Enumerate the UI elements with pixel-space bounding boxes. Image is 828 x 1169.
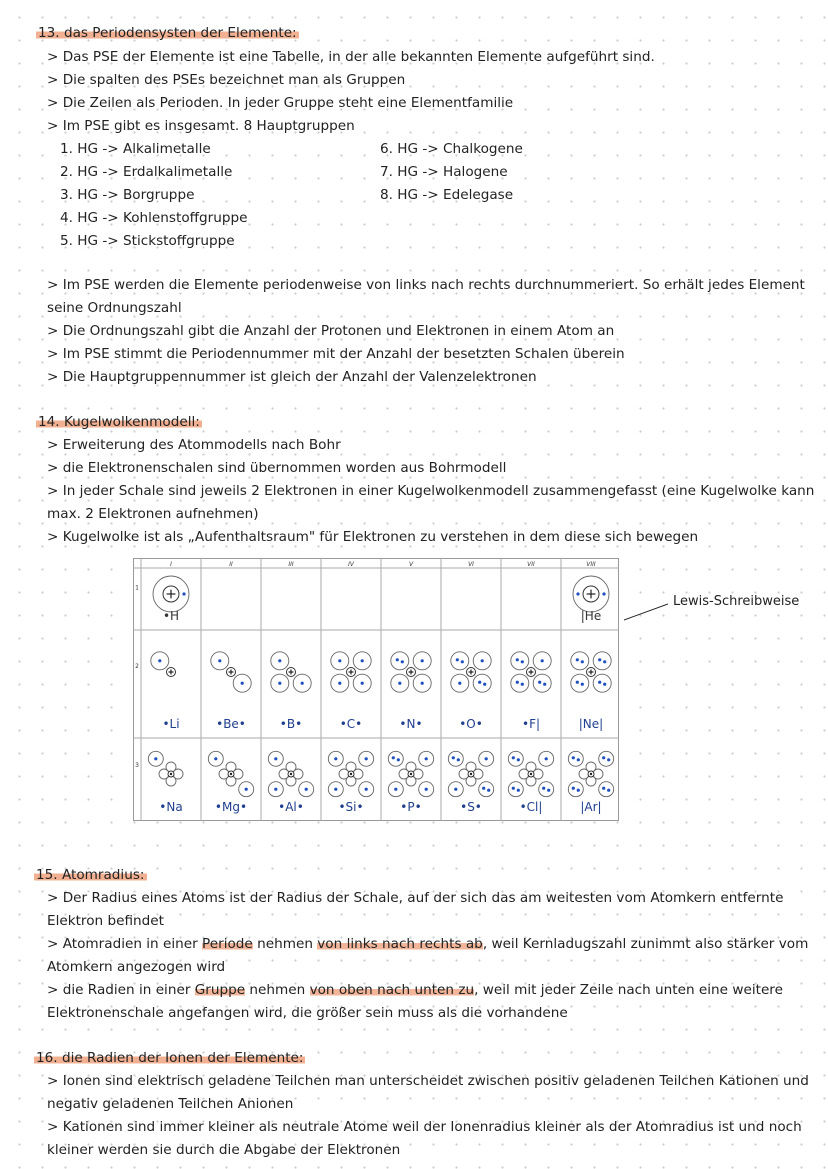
electron-dot (425, 757, 428, 760)
electron-dot (338, 682, 341, 685)
group-label: IV (348, 561, 354, 568)
electron-dot (154, 757, 157, 760)
period-label: 1 (135, 584, 139, 592)
heading-15: 15. Atomradius: (36, 867, 145, 883)
lewis-symbol: •F| (521, 717, 541, 731)
electron-dot (577, 758, 580, 761)
s14-bullet-2: > die Elektronenschalen sind übernommen worden aus Bohrmodell (47, 460, 507, 476)
s13-bullet-7: > Im PSE stimmt die Periodennummer mit der Anzahl der besetzten Schalen überein (47, 346, 625, 362)
s16-bullet-2: > Kationen sind immer kleiner als neutrale Atome weil der Ionenradius kleiner als der Atomradius ist und noch (47, 1119, 802, 1135)
electron-dot (521, 683, 524, 686)
electron-dot (481, 659, 484, 662)
core-center (470, 773, 472, 775)
s14-bullet-4: > Kugelwolke ist als „Aufenthaltsraum" für Elektronen zu verstehen in dem diese sich bewegen (47, 529, 699, 545)
electron-dot (182, 592, 185, 595)
lewis-symbol: •H (162, 609, 180, 623)
lewis-symbol: •C• (339, 717, 363, 731)
electron-dot (516, 681, 519, 684)
electron-dot (572, 787, 575, 790)
electron-dot (365, 757, 368, 760)
lewis-pointer-line (624, 600, 668, 622)
electron-dot (607, 758, 610, 761)
s15-bullet-3: > die Radien in einer Gruppe nehmen von oben nach unten zu, weil mit jeder Zeile nach unten eine weitere (47, 982, 783, 998)
s13-bullet-6: > Die Ordnungszahl gibt die Anzahl der Protonen und Elektronen in einem Atom an (47, 323, 615, 339)
s15-bullet-1: > Der Radius eines Atoms ist der Radius der Schale, auf der sich das am weitesten vom Atomkern entfernte (47, 890, 784, 906)
core-center (230, 773, 232, 775)
period-label: 2 (135, 662, 139, 670)
electron-dot (542, 787, 545, 790)
s13-bullet-1: > Das PSE der Elemente ist eine Tabelle, in der alle bekannten Elemente aufgeführt sind. (47, 49, 655, 65)
s13-bullet-5-cont: seine Ordnungszahl (47, 300, 182, 316)
s13-bullet-2: > Die spalten des PSEs bezeichnet man als Gruppen (47, 72, 406, 88)
electron-dot (396, 658, 399, 661)
electron-dot (517, 789, 520, 792)
electron-dot (581, 683, 584, 686)
electron-dot (521, 660, 524, 663)
electron-dot (517, 758, 520, 761)
electron-dot (334, 788, 337, 791)
lewis-label: Lewis-Schreibweise (673, 594, 800, 609)
s16-bullet-1: > Ionen sind elektrisch geladene Teilchen man unterscheidet zwischen positiv geladenen Teilchen Kationen und (47, 1073, 809, 1089)
lewis-symbol: |He (580, 609, 602, 623)
hg-2: 2. HG -> Erdalkalimetalle (60, 164, 233, 180)
group-label: V (408, 561, 414, 568)
electron-dot (218, 659, 221, 662)
hg-8: 8. HG -> Edelegase (380, 187, 514, 203)
electron-dot (516, 658, 519, 661)
heading-16: 16. die Radien der Ionen der Elemente: (36, 1050, 304, 1066)
group-label: II (229, 561, 233, 568)
electron-dot (512, 756, 515, 759)
electron-dot (361, 682, 364, 685)
electron-dot (577, 789, 580, 792)
lewis-symbol: •B• (279, 717, 303, 731)
lewis-symbol: •Mg• (214, 800, 248, 814)
electron-dot (602, 592, 605, 595)
s15-bullet-2-cont: Atomkern angezogen wird (47, 959, 226, 975)
lewis-symbol: •Na (159, 800, 183, 814)
electron-dot (274, 788, 277, 791)
electron-dot (487, 789, 490, 792)
electron-dot (454, 788, 457, 791)
electron-dot (392, 756, 395, 759)
electron-dot (158, 659, 161, 662)
lewis-symbol: •N• (399, 717, 423, 731)
s13-bullet-4: > Im PSE gibt es insgesamt. 8 Hauptgruppen (47, 118, 355, 134)
group-label: VII (527, 561, 535, 568)
core-center (410, 773, 412, 775)
s15-bullet-2: > Atomradien in einer Periode nehmen von links nach rechts ab, weil Kernladugszahl zunimmt also stärker vom (47, 936, 809, 952)
electron-dot (607, 789, 610, 792)
electron-dot (398, 682, 401, 685)
electron-dot (576, 658, 579, 661)
electron-dot (543, 683, 546, 686)
electron-dot (602, 756, 605, 759)
s13-bullet-8: > Die Hauptgruppennummer ist gleich der Anzahl der Valenzelektronen (47, 369, 537, 385)
core-center (170, 773, 172, 775)
electron-dot (576, 681, 579, 684)
electron-dot (457, 758, 460, 761)
group-label: VIII (586, 561, 596, 568)
electron-dot (603, 683, 606, 686)
lewis-symbol: |Ne| (578, 717, 604, 731)
electron-dot (602, 787, 605, 790)
electron-dot (478, 681, 481, 684)
lewis-symbol: •Cl| (519, 800, 543, 814)
electron-dot (334, 757, 337, 760)
electron-dot (581, 660, 584, 663)
electron-dot (245, 788, 248, 791)
pse-frame (134, 559, 619, 821)
electron-dot (278, 659, 281, 662)
electron-dot (338, 659, 341, 662)
electron-dot (361, 659, 364, 662)
electron-dot (425, 788, 428, 791)
core-center (530, 773, 532, 775)
electron-dot (485, 757, 488, 760)
electron-dot (452, 756, 455, 759)
electron-dot (456, 658, 459, 661)
electron-dot (572, 756, 575, 759)
hg-6: 6. HG -> Chalkogene (380, 141, 523, 157)
lewis-symbol: |Ar| (580, 800, 602, 814)
electron-dot (397, 758, 400, 761)
electron-dot (241, 682, 244, 685)
group-label: III (288, 561, 294, 568)
electron-dot (278, 682, 281, 685)
hg-3: 3. HG -> Borgruppe (60, 187, 195, 203)
electron-dot (538, 681, 541, 684)
lewis-symbol: •P• (400, 800, 422, 814)
kugelwolken-pse-figure (133, 558, 619, 821)
electron-dot (547, 789, 550, 792)
lewis-symbol: •Si• (338, 800, 364, 814)
lewis-symbol: •Li (162, 717, 180, 731)
hg-1: 1. HG -> Alkalimetalle (60, 141, 211, 157)
lewis-symbol: •S• (460, 800, 482, 814)
heading-13: 13. das Periodensysten der Elemente: (38, 25, 297, 41)
s15-bullet-3-cont: Elektronenschale angefangen wird, die größer sein muss als die vorhandene (47, 1005, 568, 1021)
electron-dot (301, 682, 304, 685)
s13-bullet-3: > Die Zeilen als Perioden. In jeder Gruppe steht eine Elementfamilie (47, 95, 514, 111)
hg-5: 5. HG -> Stickstoffgruppe (60, 233, 235, 249)
electron-dot (483, 683, 486, 686)
electron-dot (603, 660, 606, 663)
s13-bullet-5: > Im PSE werden die Elemente periodenweise von links nach rechts durchnummeriert. So erhält jedes Element (47, 277, 805, 293)
hg-4: 4. HG -> Kohlenstoffgruppe (60, 210, 248, 226)
electron-dot (214, 757, 217, 760)
electron-dot (274, 757, 277, 760)
s15-bullet-1-cont: Elektron befindet (47, 913, 164, 929)
group-label: I (170, 561, 172, 568)
electron-dot (482, 787, 485, 790)
electron-dot (461, 660, 464, 663)
s14-bullet-3-cont: max. 2 Elektronen aufnehmen) (47, 506, 259, 522)
s14-bullet-3: > In jeder Schale sind jeweils 2 Elektronen in einer Kugelwolkenmodell zusammengefasst (eine Kugelwolke kann (47, 483, 815, 499)
electron-dot (541, 659, 544, 662)
hg-7: 7. HG -> Halogene (380, 164, 508, 180)
lewis-symbol: •Be• (216, 717, 246, 731)
electron-dot (421, 659, 424, 662)
electron-dot (421, 682, 424, 685)
s14-bullet-1: > Erweiterung des Atommodells nach Bohr (47, 437, 341, 453)
electron-dot (598, 681, 601, 684)
core-center (350, 773, 352, 775)
lewis-symbol: •O• (459, 717, 483, 731)
electron-dot (512, 787, 515, 790)
electron-dot (458, 682, 461, 685)
core-center (590, 773, 592, 775)
period-label: 3 (135, 762, 139, 770)
electron-dot (401, 660, 404, 663)
electron-dot (545, 757, 548, 760)
electron-dot (598, 658, 601, 661)
core-center (290, 773, 292, 775)
electron-dot (394, 788, 397, 791)
lewis-symbol: •Al• (278, 800, 304, 814)
group-label: VI (468, 561, 474, 568)
s16-bullet-1-cont: negativ geladenen Teilchen Anionen (47, 1096, 294, 1112)
electron-dot (365, 788, 368, 791)
heading-14: 14. Kugelwolkenmodell: (38, 414, 200, 430)
s16-bullet-2-cont: kleiner werden sie durch die Abgabe der Elektronen (47, 1142, 401, 1158)
electron-dot (576, 592, 579, 595)
electron-dot (305, 788, 308, 791)
